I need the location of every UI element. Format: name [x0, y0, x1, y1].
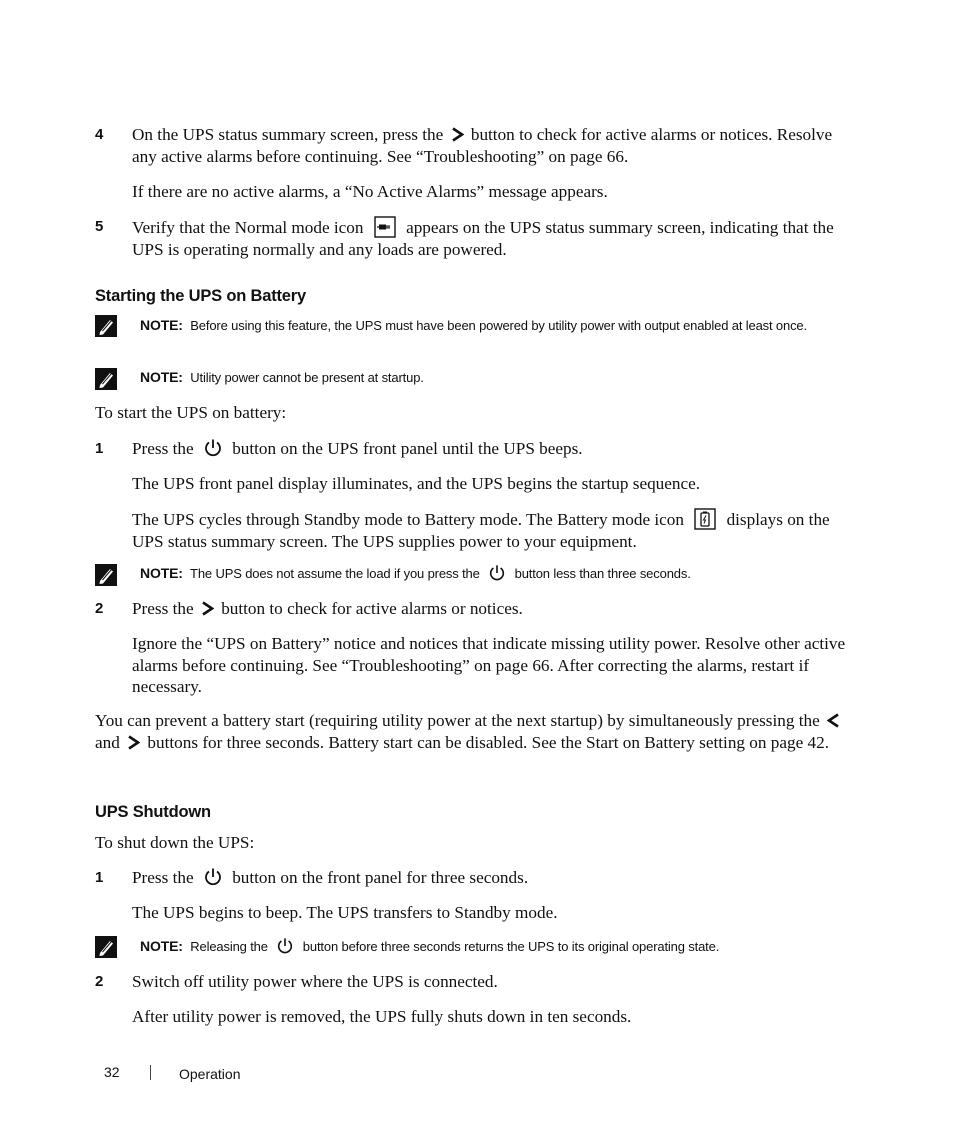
step-text: displays on the UPS status summary screen. The UPS supplies power to your equipment. [132, 510, 830, 551]
note-icon [95, 368, 117, 390]
step-text: Press the [132, 439, 194, 458]
body-text: buttons for three seconds. Battery start can be disabled. See the Start on Battery setting on page 42. [147, 732, 830, 752]
step-number: 2 [95, 600, 104, 617]
power-button-icon [203, 867, 223, 887]
battery-mode-icon [694, 508, 716, 530]
note-body: button before three seconds returns the UPS to its original operating state. [302, 939, 720, 954]
body-text: You can prevent a battery start (requiring utility power at the next startup) by simultaneously pressing the [95, 711, 820, 730]
power-button-icon [488, 564, 506, 582]
note-label: NOTE: [140, 938, 183, 954]
battery-step-1-sub: The UPS front panel display illuminates, and the UPS begins the startup sequence. [132, 474, 701, 493]
step-text: On the UPS status summary screen, press the [132, 125, 444, 144]
step-text: Verify that the Normal mode icon [132, 218, 364, 237]
shutdown-step-2-sub: After utility power is removed, the UPS fully shuts down in ten seconds. [132, 1007, 632, 1026]
step-number: 5 [95, 218, 104, 235]
note-label: NOTE: [140, 565, 183, 581]
shutdown-step-1-sub: The UPS begins to beep. The UPS transfers to Standby mode. [132, 903, 558, 922]
power-button-icon [203, 438, 223, 458]
step-text: Press the [132, 599, 194, 618]
note-text [140, 316, 860, 336]
shutdown-step-2: Switch off utility power where the UPS is connected. [132, 972, 498, 991]
note-text [140, 937, 860, 957]
note-body: Releasing the [190, 939, 268, 954]
normal-mode-icon [374, 216, 396, 238]
page-number: 32 [104, 1064, 120, 1080]
intro-text: To shut down the UPS: [95, 833, 255, 852]
body-text: and [95, 732, 120, 752]
step-text: button to check for active alarms or notices. Resolve any active alarms before continuing. See “Troubleshooting” on page 66. [132, 125, 833, 166]
step-text: Press the [132, 868, 194, 887]
prevent-battery-start-text [95, 710, 857, 753]
intro-text: To start the UPS on battery: [95, 403, 287, 422]
step-number: 2 [95, 973, 104, 990]
power-button-icon [276, 937, 294, 955]
note-icon [95, 936, 117, 958]
shutdown-step-1 [132, 867, 857, 889]
step-text: button on the front panel for three seconds. [232, 868, 529, 887]
note-body: Utility power cannot be present at startup. [190, 370, 424, 385]
footer-section-title: Operation [179, 1066, 241, 1082]
section-heading: Starting the UPS on Battery [95, 287, 306, 305]
section-heading: UPS Shutdown [95, 803, 211, 821]
step-number: 1 [95, 440, 104, 457]
next-arrow-icon [127, 735, 140, 750]
prev-arrow-icon [827, 713, 840, 728]
note-text [140, 564, 860, 584]
battery-step-2 [132, 598, 857, 620]
battery-step-1-sub2 [132, 508, 857, 552]
note-icon [95, 315, 117, 337]
next-arrow-icon [451, 127, 464, 142]
footer-divider [150, 1065, 151, 1080]
next-arrow-icon [201, 601, 214, 616]
note-label: NOTE: [140, 317, 183, 333]
note-body: The UPS does not assume the load if you press the [190, 566, 480, 581]
step-text: The UPS cycles through Standby mode to Battery mode. The Battery mode icon [132, 510, 684, 529]
note-icon [95, 564, 117, 586]
note-body: button less than three seconds. [514, 566, 691, 581]
note-text [140, 368, 860, 388]
step-text: button on the UPS front panel until the UPS beeps. [232, 439, 583, 458]
battery-step-1 [132, 438, 857, 460]
step-4-text [132, 124, 857, 167]
note-body: Before using this feature, the UPS must have been powered by utility power with output enabled at least once. [190, 318, 807, 333]
step-text: button to check for active alarms or notices. [221, 599, 523, 618]
step-number: 1 [95, 869, 104, 886]
step-text: appears on the UPS status summary screen, indicating that the UPS is operating normally and any loads are powered. [132, 218, 834, 259]
battery-step-2-sub: Ignore the “UPS on Battery” notice and notices that indicate missing utility power. Resolve other active alarms before continuing. See “Troubleshooting” on page 66. After correcting the alarms, restart if necessary. [132, 634, 846, 696]
note-label: NOTE: [140, 369, 183, 385]
step-4-subtext: If there are no active alarms, a “No Active Alarms” message appears. [132, 182, 608, 201]
step-5-text [132, 216, 857, 260]
step-number: 4 [95, 126, 104, 143]
